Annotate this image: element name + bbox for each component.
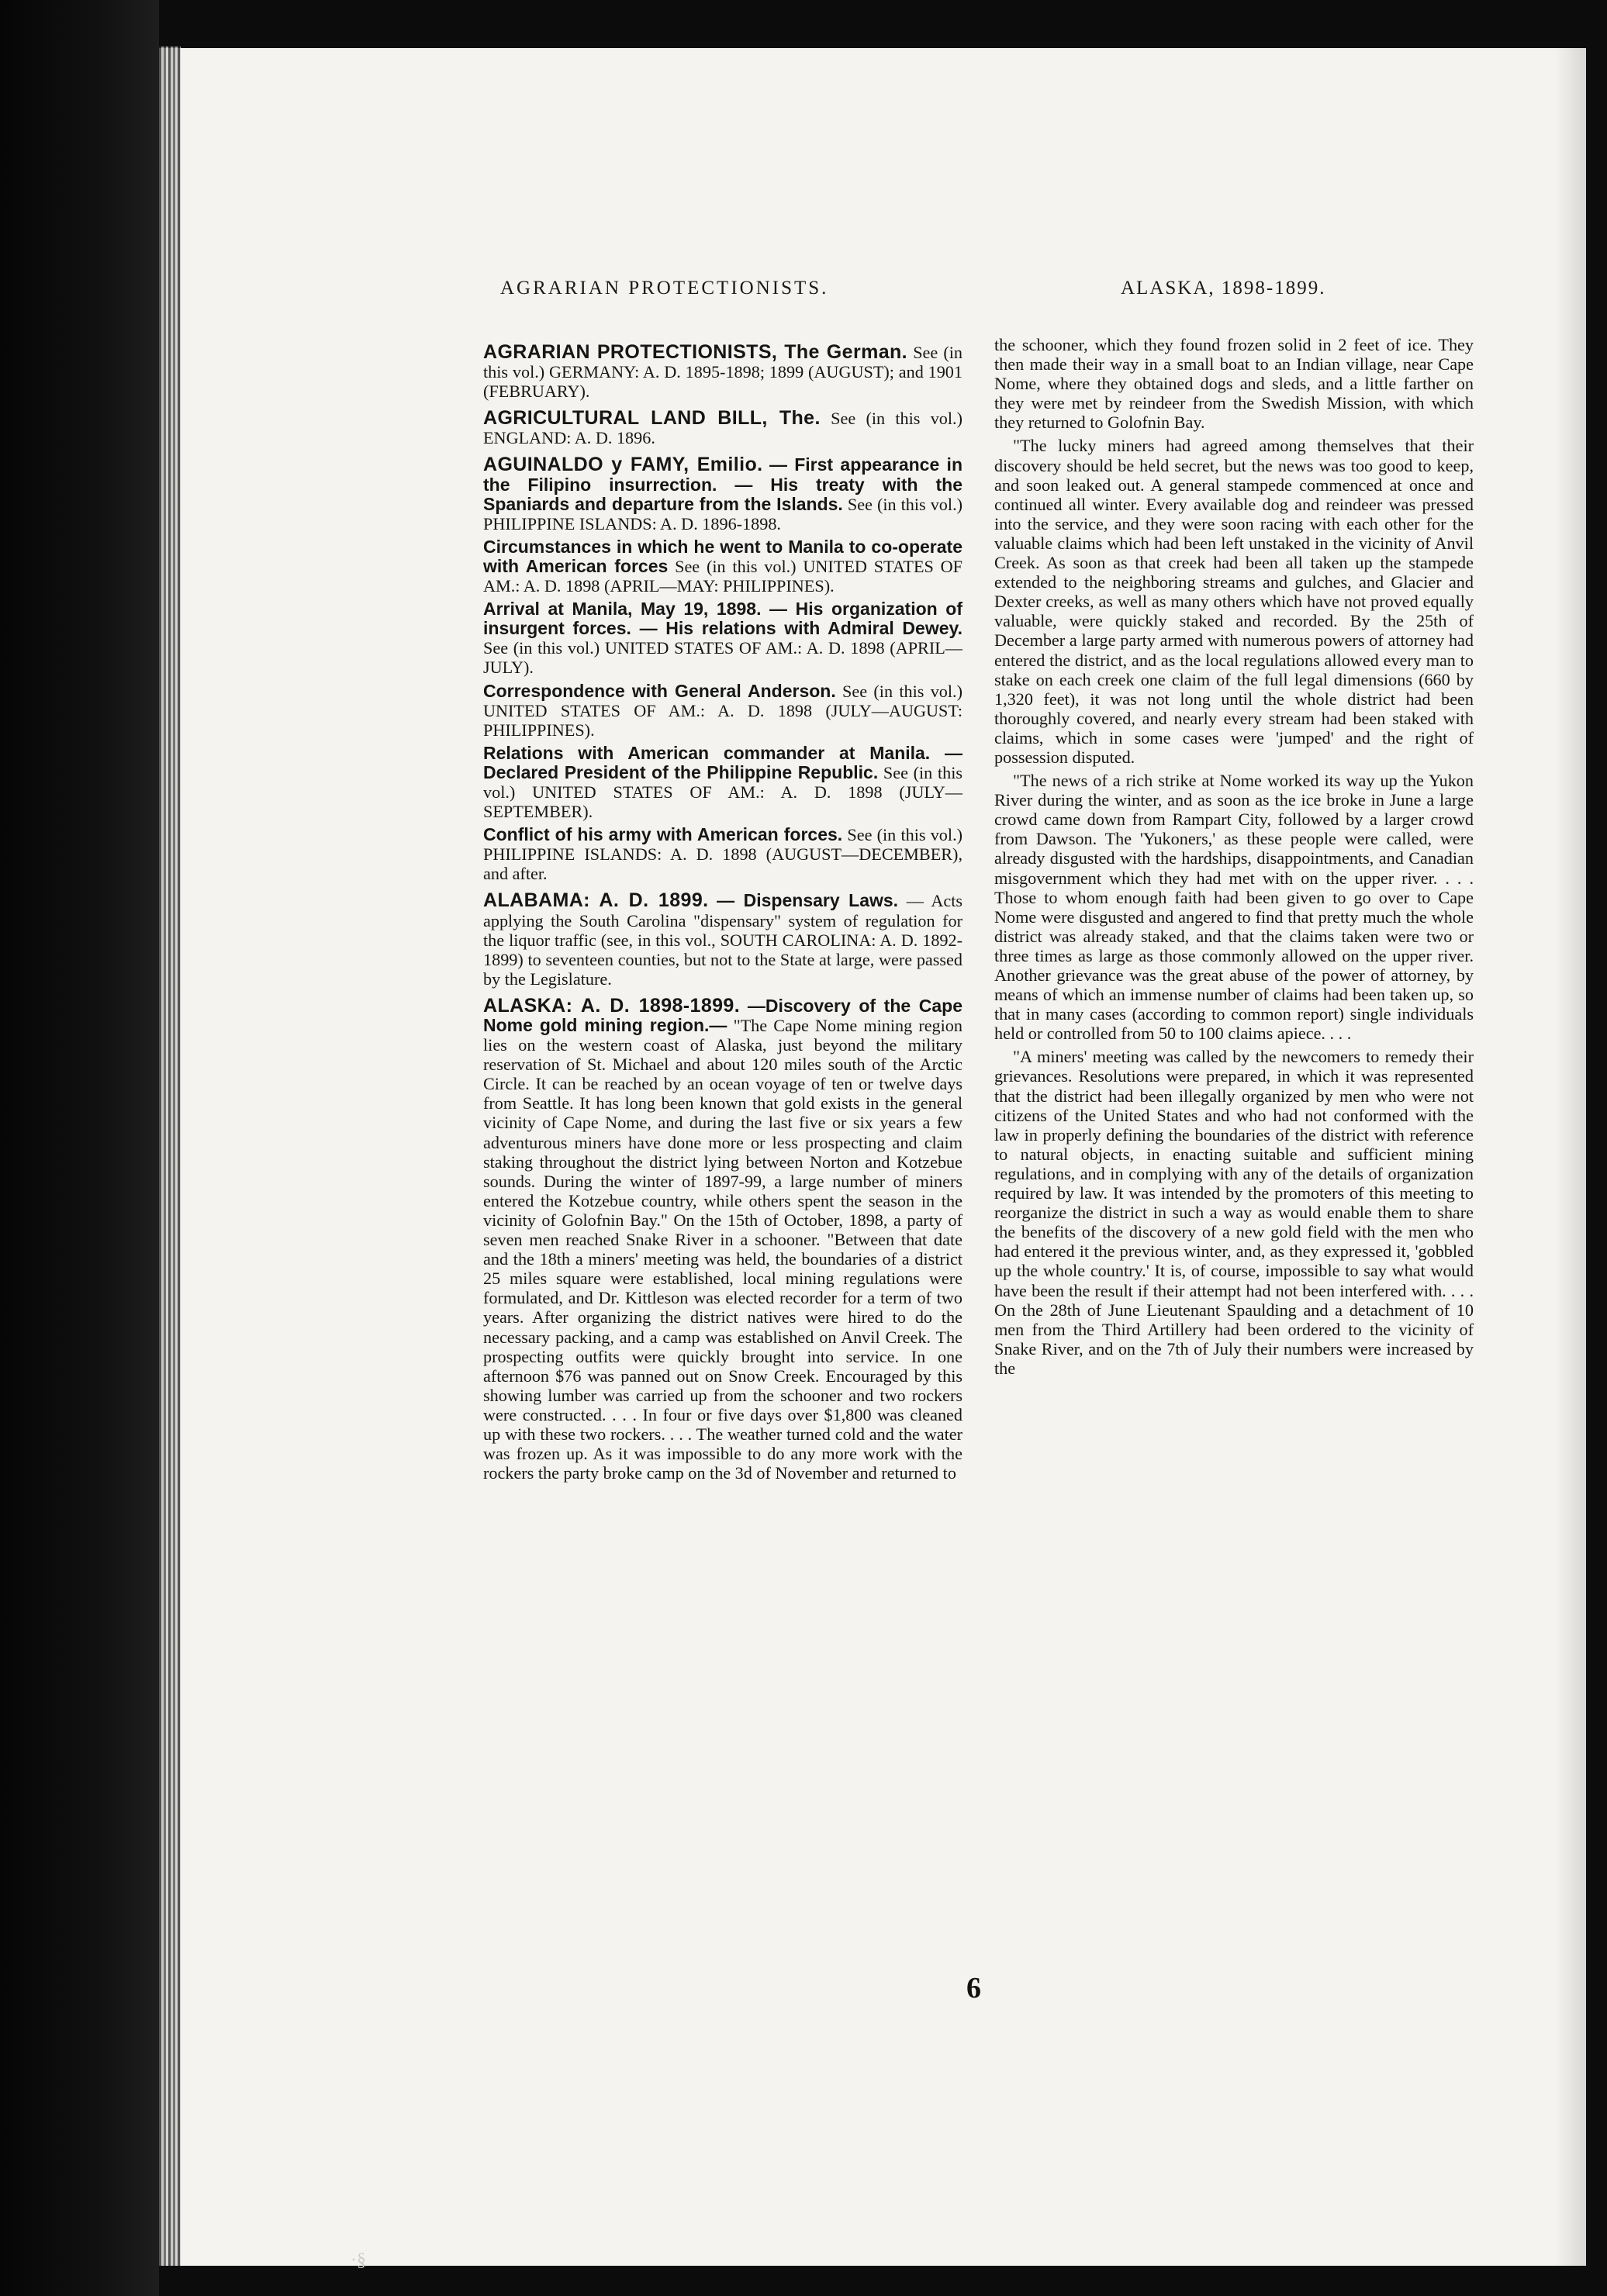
entry-heading: ALASKA: A. D. 1898-1899. [483, 994, 741, 1017]
entry-text: See (in this vol.) PHILIPPINE ISLANDS: A. D. 1896-1898. [483, 494, 963, 533]
entry-subheading: Conflict of his army with American forces. [483, 824, 843, 845]
index-entry [483, 409, 962, 447]
entry-subheading: Arrival at Manila, May 19, 1898. — His organization of insurgent forces. — His relations with Admiral Dewey. [483, 599, 962, 639]
index-entry [483, 599, 962, 677]
entry-heading: AGRICULTURAL LAND BILL, The. [483, 407, 821, 430]
index-entry [483, 825, 962, 883]
right-column [994, 335, 1474, 1382]
entry-text: "The Cape Nome mining region lies on the western coast of Alaska, just beyond the military reservation of St. Michael and about 120 miles south of the Arctic Circle. It can be reached by an ocean voyage of ten or twelve days from Seattle. It has long been known that gold exists in the general vicinity of Cape Nome, and during the last five or six years a few adventurous miners have done more or less prospecting and claim staking throughout the district lying between Norton and Kotzebue sounds. During the winter of 1897-99, a large number of miners entered the Kotzebue country, while others spent the season in the vicinity of Golofnin Bay." On the 15th of October, 1898, a party of seven men reached Snake River in a schooner. "Between that date and the 18th a miners' meeting was held, the boundaries of a district 25 miles square were established, local mining regulations were formulated, and Dr. Kittleson was elected recorder for a term of two years. After organizing the district natives were hired to do the necessary packing, and a camp was established on Anvil Creek. The prospecting outfits were quickly brought into service. In one afternoon $76 was panned out on Snow Creek. Encouraged by this showing lumber was carried up from the schooner and two rockers were constructed. . . . In four or five days over $1,800 was cleaned up with these two rockers. . . . The weather turned cold and the water was frozen up. As it was impossible to do any more work with the rockers the party broke camp on the 3d of November and returned to [483, 1016, 962, 1483]
index-entry [483, 343, 962, 401]
left-column [483, 335, 962, 1486]
entry-subheading: — First appearance in the Filipino insurrection. — His treaty with the Spaniards and departure from the Islands. [483, 454, 962, 514]
index-entry [483, 682, 962, 740]
body-paragraph: "A miners' meeting was called by the newcomers to remedy their grievances. Resolutions were prepared, in which it was represented that the district had been illegally organized by men who were not citizens of the United States and who had not conformed with the law in properly defining the boundaries of the district with reference to natural objects, in enacting suitable and sufficient mining regulations, and in complying with any of the details of organization required by law. It was intended by the promoters of this meeting to reorganize the district in such a way as would enable them to share the benefits of the discovery of a new gold field with the men who had entered it the previous winter, and, as they expressed it, 'gobbled up the whole country.' It is, of course, impossible to say what would have been the result if their attempt had not been interfered with. . . . On the 28th of June Lieutenant Spaulding and a detachment of 10 men from the Third Artillery had been ordered to the vicinity of Snake River, and on the 7th of July their numbers were increased by the [994, 1047, 1474, 1378]
index-entry [483, 996, 962, 1483]
running-header-right: ALASKA, 1898-1899. [1121, 278, 1326, 299]
entry-text: See (in this vol.) UNITED STATES OF AM.: A. D. 1898 (APRIL—MAY: PHILIPPINES). [483, 556, 963, 596]
entry-subheading: Circumstances in which he went to Manila to co-operate with American forces [483, 536, 962, 576]
body-paragraph: "The news of a rich strike at Nome worked its way up the Yukon River during the winter, and as soon as the ice broke in June a large crowd came down from Rampart City, followed by a larger crowd from Dawson. The 'Yukoners,' as these people were called, were already disgusted with the hardships, disappointments, and Canadian misgovernment which they had met with on the upper river. . . . Those to whom enough faith had been given to go over to Cape Nome were disgusted and angered to find that pretty much the whole district was already staked, and that the claims taken were two or three times as large as those commonly allowed on the upper river. Another grievance was the great abuse of the power of attorney, by means of which an immense number of claims had been taken up, so that in many cases (according to common report) single individuals held or controlled from 50 to 100 claims apiece. . . . [994, 771, 1474, 1044]
index-entry [483, 537, 962, 596]
entry-text: — Acts applying the South Carolina "dispensary" system of regulation for the liquor traffic (see, in this vol., SOUTH CAROLINA: A. D. 1892-1899) to seventeen counties, but not to the State at large, were passed by the Legislature. [483, 891, 963, 989]
entry-text: See (in this vol.) UNITED STATES OF AM.: A. D. 1898 (APRIL—JULY). [483, 638, 962, 678]
index-entry [483, 455, 962, 533]
entry-heading: AGUINALDO y FAMY, Emilio. [483, 454, 763, 476]
body-paragraph: the schooner, which they found frozen solid in 2 feet of ice. They then made their way in a small boat to an Indian village, near Cape Nome, where they obtained dogs and sleds, and a little farther on they were met by reindeer from the Swedish Mission, with which they returned to Golofnin Bay. [994, 335, 1474, 433]
scan-artifact-mark: ·§ [351, 2250, 366, 2270]
entry-text: See (in this vol.) PHILIPPINE ISLANDS: A. D. 1898 (AUGUST—DECEMBER), and after. [483, 825, 963, 884]
entry-text: See (in this vol.) ENGLAND: A. D. 1896. [483, 409, 962, 448]
entry-subheading: Relations with American commander at Manila. — Declared President of the Philippine Republic. [483, 742, 962, 782]
running-header-left: AGRARIAN PROTECTIONISTS. [500, 278, 829, 299]
entry-subheading: — Dispensary Laws. [717, 890, 899, 911]
page-edge-stack [159, 47, 181, 2266]
entry-heading: AGRARIAN PROTECTIONISTS, The German. [483, 341, 908, 363]
index-entry [483, 891, 962, 988]
entry-heading: ALABAMA: A. D. 1899. [483, 889, 709, 912]
entry-text: See (in this vol.) UNITED STATES OF AM.: A. D. 1898 (JULY—SEPTEMBER). [483, 762, 963, 822]
page-shadow [1555, 48, 1586, 2266]
entry-subheading: —Discovery of the Cape Nome gold mining region.— [483, 995, 963, 1035]
body-paragraph: "The lucky miners had agreed among themselves that their discovery should be held secret, but the news was too good to keep, and soon leaked out. A general stampede commenced at once and continued all winter. Every available dog and reindeer was pressed into the service, and they were soon racing with each other for the valuable claims which had been left unstaked in the vicinity of Anvil Creek. As soon as that creek had been all taken up the stampede extended to the neighboring streams and gulches, and Glacier and Dexter creeks, as well as many others which have not proved equally valuable, were quickly staked and recorded. By the 25th of December a large party armed with numerous powers of attorney had entered the district, and as the local regulations allowed every man to stake on each creek one claim of the full legal dimensions (660 by 1,320 feet), it was not long until the whole district had been thoroughly covered, and nearly every stream had been staked with claims, which in some cases were 'jumped' and the right of possession disputed. [994, 436, 1474, 767]
entry-text: See (in this vol.) GERMANY: A. D. 1895-1898; 1899 (AUGUST); and 1901 (FEBRUARY). [483, 343, 963, 402]
page-number: 6 [966, 1972, 981, 2004]
index-entry [483, 744, 962, 821]
scan-background-left [0, 0, 159, 2296]
entry-subheading: Correspondence with General Anderson. [483, 680, 836, 701]
entry-text: See (in this vol.) UNITED STATES OF AM.: A. D. 1898 (JULY—AUGUST: PHILIPPINES). [483, 681, 962, 740]
